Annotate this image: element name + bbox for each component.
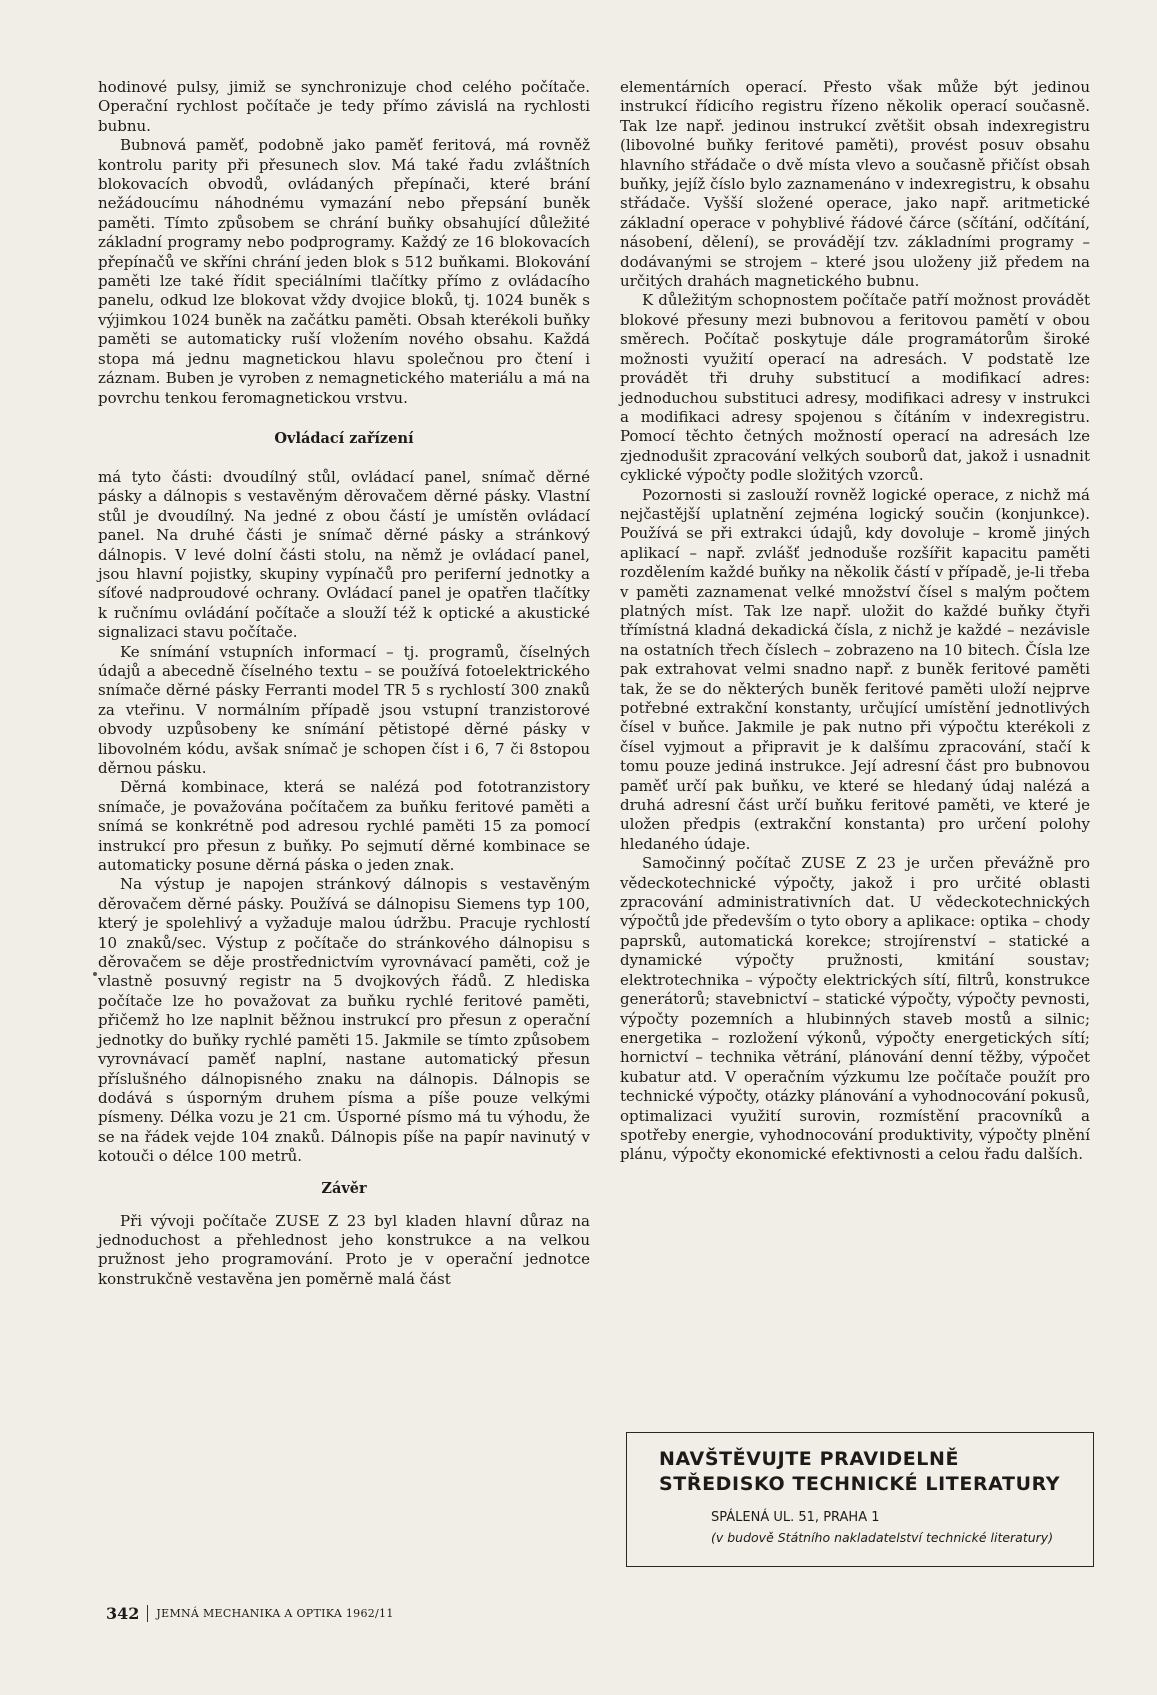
- ad-note: (v budově Státního nakladatelství technické literatury): [711, 1530, 1054, 1545]
- right-column: [620, 78, 1090, 1165]
- section-heading: Ovládací zařízení: [274, 429, 414, 447]
- journal-title: JEMNÁ MECHANIKA A OPTIKA 1962/11: [156, 1607, 394, 1620]
- paragraph: K důležitým schopnostem počítače patří možnost provádět blokové přesuny mezi bubnovou a feritovou pamětí v obou směrech. Počítač poskytuje dále programátorům široké možnosti využití operací na adresách. V podstatě lze provádět tři druhy substitucí a modifikací adres: jednoduchou substituci adresy, modifikaci adresy v instrukci a modifikaci adresy spojenou s čítáním v indexregistru. Pomocí těchto četných možností operací na adresách lze zjednodušit zpracování velkých souborů dat, jakož i usnadnit cyklické výpočty podle složitých vzorců.: [620, 291, 1090, 485]
- footer-divider: [147, 1605, 148, 1622]
- paragraph: Děrná kombinace, která se nalézá pod fototranzistory snímače, je považována počítačem za buňku feritové paměti a snímá se konkrétně pod adresou rychlé paměti 15 za pomocí instrukcí pro přesun z buňky. Po sejmutí děrné kombinace se automaticky posune děrná páska o jeden znak.: [98, 778, 590, 875]
- left-column: [98, 78, 590, 1289]
- page-footer: [106, 1604, 394, 1623]
- paragraph: Na výstup je napojen stránkový dálnopis s vestavěným děrovačem děrné pásky. Používá se dálnopisu Siemens typ 100, který je spolehlivý a vyžaduje malou údržbu. Pracuje rychlostí 10 znaků/sec. Výstup z počítače do stránkového dálnopisu s děrovačem se děje prostřednictvím vyrovnávací paměti, což je vlastně posuvný registr na 5 dvojkových řádů. Z hlediska počítače lze ho považovat za buňku rychlé feritové paměti, přičemž ho lze naplnit běžnou instrukcí pro přesun z operační jednotky do buňky rychlé paměti 15. Jakmile se tímto způsobem vyrovnávací paměť naplní, nastane automatický přesun příslušného dálnopisného znaku na dálnopis. Dálnopis se dodává s úsporným druhem písma a píše pouze velkými písmeny. Délka vozu je 21 cm. Úsporné písmo má tu výhodu, že se na řádek vejde 104 znaků. Dálnopis píše na papír navinutý v kotouči o délce 100 metrů.: [98, 875, 590, 1166]
- margin-dot: [93, 972, 97, 976]
- page-number: 342: [106, 1604, 140, 1623]
- paragraph: Bubnová paměť, podobně jako paměť feritová, má rovněž kontrolu parity při přesunech slov. Má také řadu zvláštních blokovacích obvodů, ovládaných přepínači, které brání nežádoucímu náhodnému vymazání nebo přepsání buněk paměti. Tímto způsobem se chrání buňky obsahující důležité základní programy nebo podprogramy. Každý ze 16 blokovacích přepínačů ve skříni chrání jeden blok s 512 buňkami. Blokování paměti lze také řídit speciálními tlačítky přímo z ovládacího panelu, odkud lze blokovat vždy dvojice bloků, tj. 1024 buněk s výjimkou 1024 buněk na začátku paměti. Obsah kterékoli buňky paměti se automaticky ruší vložením nového obsahu. Každá stopa má jednu magnetickou hlavu společnou pro čtení i záznam. Buben je vyroben z nemagnetického materiálu a má na povrchu tenkou feromagnetickou vrstvu.: [98, 136, 590, 407]
- ad-headline: STŘEDISKO TECHNICKÉ LITERATURY: [659, 1473, 1061, 1495]
- paragraph: Ke snímání vstupních informací – tj. programů, číselných údajů a abecedně číselného textu – se používá fotoelektrického snímače děrné pásky Ferranti model TR 5 s rychlostí 300 znaků za vteřinu. V normálním případě jsou vstupní tranzistorové obvody uzpůsobeny ke snímání pětistopé děrné pásky v libovolném kódu, avšak snímač je schopen číst i 6, 7 či 8stopou děrnou pásku.: [98, 642, 590, 777]
- advertisement-box: [626, 1432, 1094, 1567]
- ad-headline: NAVŠTĚVUJTE PRAVIDELNĚ: [659, 1448, 960, 1470]
- paragraph: hodinové pulsy, jimiž se synchronizuje chod celého počítače. Operační rychlost počítače je tedy přímo závislá na rychlosti bubnu.: [98, 78, 590, 135]
- paragraph: Při vývoji počítače ZUSE Z 23 byl kladen hlavní důraz na jednoduchost a přehlednost jeho konstrukce a na velkou pružnost jeho programování. Proto je v operační jednotce konstrukčně vestavěna jen poměrně malá část: [98, 1211, 590, 1288]
- section-heading: Závěr: [321, 1179, 367, 1197]
- ad-address: SPÁLENÁ UL. 51, PRAHA 1: [711, 1510, 880, 1525]
- paragraph: elementárních operací. Přesto však může být jedinou instrukcí řídicího registru řízeno několik operací současně. Tak lze např. jedinou instrukcí zvětšit obsah indexregistru (libovolné buňky feritové paměti), provést posuv obsahu hlavního střádače o dvě místa vlevo a současně přičíst obsah buňky, jejíž číslo bylo zaznamenáno v indexregistru, k obsahu střádače. Vyšší složené operace, jako např. aritmetické základní operace v pohyblivé řádové čárce (sčítání, odčítání, násobení, dělení), se provádějí tzv. základními programy – dodávanými se strojem – které jsou uloženy již předem na určitých drahách magnetického bubnu.: [620, 78, 1090, 291]
- paragraph: Pozornosti si zaslouží rovněž logické operace, z nichž má nejčastější uplatnění zejména logický součin (konjunkce). Používá se při extrakci údajů, kdy dovoluje – kromě jiných aplikací – např. zvlášť jednoduše rozšířit kapacitu paměti rozdělením každé buňky na několik částí v případě, je-li třeba v paměti zaznamenat velké množství čísel s malým počtem platných míst. Tak lze např. uložit do každé buňky čtyři třímístná kladná dekadická čísla, z nichž je každé – nezávisle na ostatních třech číslech – zobrazeno na 10 bitech. Čísla lze pak extrahovat velmi snadno např. z buněk feritové paměti tak, že se do některých buněk feritové paměti uloží nejprve potřebné extrakční konstanty, určující umístění jednotlivých čísel v buňce. Jakmile je pak nutno při výpočtu kterékoli z čísel vyjmout a připravit je k dalšímu zpracování, stačí k tomu pouze jediná instrukce. Její adresní část pro bubnovou paměť určí pak buňku, ve které se hledaný údaj nalézá a druhá adresní část určí buňku feritové paměti, ve které je uložen předpis (extrakční konstanta) pro určení polohy hledaného údaje.: [620, 485, 1090, 853]
- paragraph: má tyto části: dvoudílný stůl, ovládací panel, snímač děrné pásky a dálnopis s vestavěným děrovačem děrné pásky. Vlastní stůl je dvoudílný. Na jedné z obou částí je umístěn ovládací panel. Na druhé části je snímač děrné pásky a stránkový dálnopis. V levé dolní části stolu, na němž je ovládací panel, jsou hlavní pojistky, skupiny vypínačů pro periferní jednotky a síťové nadproudové ochrany. Ovládací panel je opatřen tlačítky k ručnímu ovládání počítače a slouží též k optické a akustické signalizaci stavu počítače.: [98, 467, 590, 642]
- paragraph: Samočinný počítač ZUSE Z 23 je určen převážně pro vědeckotechnické výpočty, jakož i pro určité oblasti zpracování administrativních dat. U vědeckotechnických výpočtů jde především o tyto obory a aplikace: optika – chody paprsků, automatická korekce; strojírenství – statické a dynamické výpočty pružnosti, kmitání soustav; elektrotechnika – výpočty elektrických sítí, filtrů, konstrukce generátorů; stavebnictví – statické výpočty, výpočty pevnosti, výpočty pozemních a hlubinných staveb mostů a silnic; energetika – rozložení výkonů, výpočty energetických sítí; hornictví – technika větrání, plánování denní těžby, výpočet kubatur atd. V operačním výzkumu lze počítače použít pro technické výpočty, otázky plánování a vyhodnocování pokusů, optimalizaci využití surovin, rozmístění pracovníků a spotřeby energie, vyhodnocování produktivity, výpočty plnění plánu, výpočty ekonomické efektivnosti a celou řadu dalších.: [620, 854, 1090, 1164]
